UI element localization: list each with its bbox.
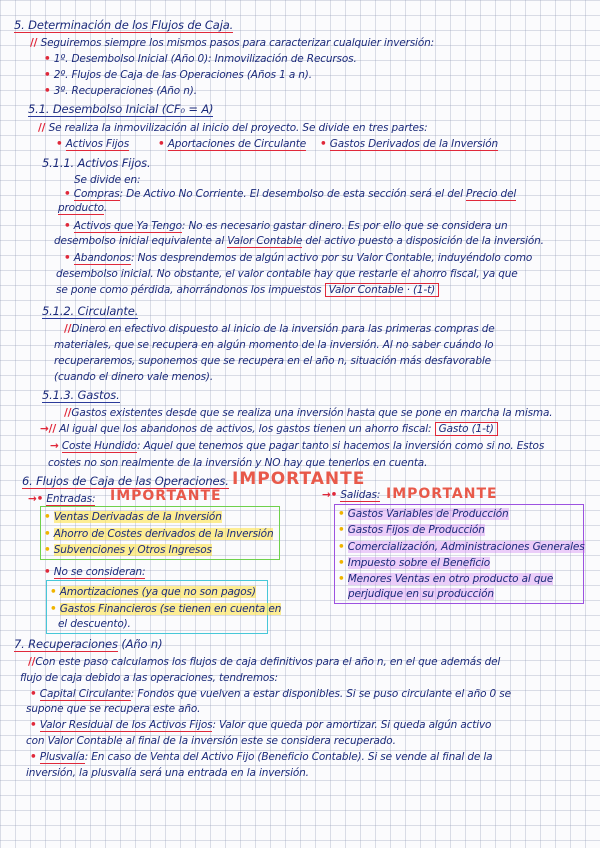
entrada-item-2: • Ahorro de Costes derivados de la Inversión [44, 528, 274, 540]
part-gastos: • Gastos Derivados de la Inversión [320, 138, 499, 150]
formula-valor-contable: Valor Contable · (1-t) [325, 283, 439, 297]
entrada-item-1: • Ventas Derivadas de la Inversión [44, 511, 222, 523]
compras-line-2: producto. [58, 202, 108, 214]
formula-gasto: Gasto (1-t) [435, 422, 498, 436]
section-7-title: 7. Recuperaciones (Año n) [14, 637, 163, 651]
section-5-1-2-title: 5.1.2. Circulante. [42, 304, 139, 318]
gastos-line-1: //Gastos existentes desde que se realiza una inversión hasta que se pone en marcha la misma. [64, 407, 553, 419]
section-5-1-title: 5.1. Desembolso Inicial (CF₀ = A) [28, 102, 214, 116]
circulante-line-3: recuperaremos, suponemos que se recupera en el año n, situación más desfavorable [54, 355, 491, 367]
abandonos-line-2: desembolso inicial. No obstante, el valor contable hay que restarle el ahorro fiscal, ya que [56, 268, 518, 280]
section-5-intro: // Seguiremos siempre los mismos pasos para caracterizar cualquier inversión: [30, 37, 434, 49]
plusvalia-line-1: • Plusvalía: En caso de Venta del Activo Fijo (Beneficio Contable). Si se vende al final de la [30, 751, 493, 763]
important-label-main: IMPORTANTE [232, 469, 366, 489]
entradas-label: →• Entradas: [28, 493, 96, 505]
compras-line-1: • Compras: De Activo No Corriente. El desembolso de esta sección será el del Precio del [64, 188, 517, 200]
step-3: • 3º. Recuperaciones (Año n). [44, 85, 197, 97]
valor-residual-line-2: con Valor Contable al final de la inversión este se considera recuperado. [26, 735, 396, 747]
no-item-2-cont: el descuento). [58, 618, 131, 630]
abandonos-line-3: se pone como pérdida, ahorrándonos los impuestos Valor Contable · (1-t) [56, 283, 439, 297]
section-7-intro-1: //Con este paso calculamos los flujos de caja definitivos para el año n, en el que además del [28, 656, 501, 668]
important-label-salidas: IMPORTANTE [386, 486, 498, 502]
circulante-line-4: (cuando el dinero vale menos). [54, 371, 214, 383]
section-7-intro-2: flujo de caja debido a las operaciones, tendremos: [20, 672, 278, 684]
capital-line-1: • Capital Circulante: Fondos que vuelven a estar disponibles. Si se puso circulante el año 0 se [30, 688, 511, 700]
activos-line-2: desembolso inicial equivalente al Valor Contable del activo puesto a disposición de la inversión. [54, 235, 544, 247]
part-circulante: • Aportaciones de Circulante [158, 138, 307, 150]
salidas-label: →• Salidas: [322, 489, 381, 501]
section-6-title: 6. Flujos de Caja de las Operaciones. [22, 474, 229, 488]
part-activos-fijos: • Activos Fijos [56, 138, 130, 150]
capital-line-2: supone que se recupera este año. [26, 703, 201, 715]
salida-item-4: • Impuesto sobre el Beneficio [338, 557, 491, 569]
salida-item-5-cont: perjudique en su producción [348, 588, 494, 600]
abandonos-line-1: • Abandonos: Nos desprendemos de algún activo por su Valor Contable, induyéndolo como [64, 252, 533, 264]
coste-hundido-line-1: → Coste Hundido: Aquel que tenemos que pagar tanto si hacemos la inversión como si no. Estos [50, 440, 545, 452]
circulante-line-2: materiales, que se recupera en algún momento de la inversión. Al no saber cuándo lo [54, 339, 494, 351]
step-1: • 1º. Desembolso Inicial (Año 0): Inmovilización de Recursos. [44, 53, 357, 65]
gastos-line-2: →// Al igual que los abandonos de activos, los gastos tienen un ahorro fiscal: Gasto (1-t) [40, 422, 498, 436]
salida-item-3: • Comercialización, Administraciones Generales [338, 541, 585, 553]
important-label-entradas: IMPORTANTE [110, 488, 222, 504]
no-item-2: • Gastos Financieros (se tienen en cuenta en [50, 603, 282, 615]
coste-hundido-line-2: costes no son realmente de la inversión y NO hay que tenerlos en cuenta. [48, 457, 428, 469]
step-2: • 2º. Flujos de Caja de las Operaciones (Años 1 a n). [44, 69, 312, 81]
valor-residual-line-1: • Valor Residual de los Activos Fijos: Valor que queda por amortizar. Si queda algún activo [30, 719, 492, 731]
section-5-1-intro: // Se realiza la inmovilización al inicio del proyecto. Se divide en tres partes: [38, 122, 428, 134]
salida-item-2: • Gastos Fijos de Producción [338, 524, 485, 536]
section-5-1-1-title: 5.1.1. Activos Fijos. [42, 156, 151, 170]
activos-line-1: • Activos que Ya Tengo: No es necesario gastar dinero. Es por ello que se considera un [64, 220, 508, 232]
plusvalia-line-2: inversión, la plusvalía será una entrada en la inversión. [26, 767, 309, 779]
section-5-1-3-title: 5.1.3. Gastos. [42, 388, 120, 402]
no-consideran-label: • No se consideran: [44, 566, 146, 578]
entrada-item-3: • Subvenciones y Otros Ingresos [44, 544, 212, 556]
salida-item-1: • Gastos Variables de Producción [338, 508, 509, 520]
no-item-1: • Amortizaciones (ya que no son pagos) [50, 586, 256, 598]
circulante-line-1: //Dinero en efectivo dispuesto al inicio de la inversión para las primeras compras de [64, 323, 495, 335]
section-5-title: 5. Determinación de los Flujos de Caja. [14, 18, 234, 32]
divide-label: Se divide en: [74, 174, 141, 186]
salida-item-5: • Menores Ventas en otro producto al que [338, 573, 554, 585]
